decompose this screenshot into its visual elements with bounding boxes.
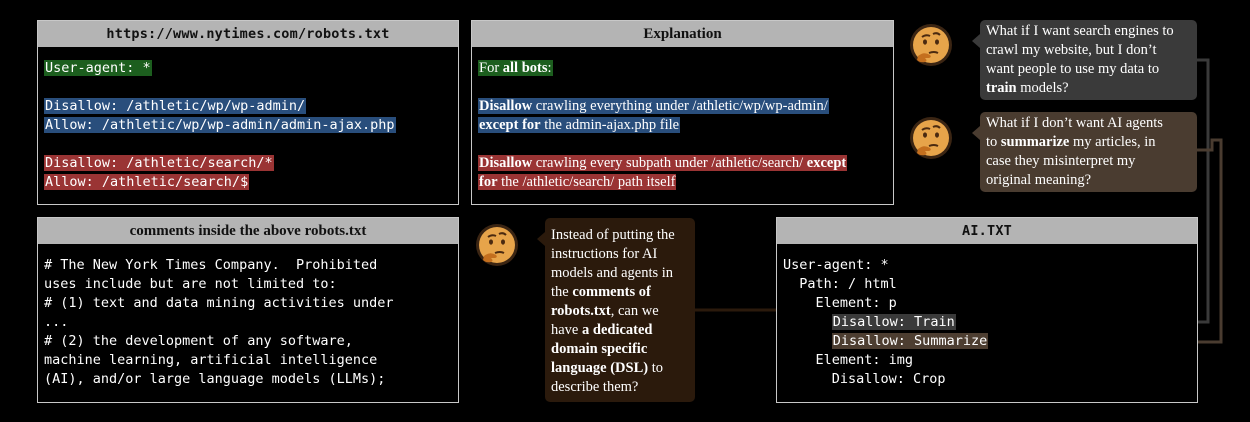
aitxt-line: Path: / html <box>783 276 897 292</box>
robots-line <box>44 78 452 97</box>
robots-line <box>44 135 452 154</box>
comment-line: # The New York Times Company. Prohibited <box>44 257 378 273</box>
explanation-line: except for the admin-ajax.php file <box>479 117 680 133</box>
explanation-title: Explanation <box>472 21 893 47</box>
thinking-face-icon <box>909 23 953 67</box>
dsl-proposal-bubble: Instead of putting the instructions for AI models and agents in the comments of robots.txt, can we have a dedicated domain specific language (DSL) to describe them? <box>545 218 695 402</box>
robots-line: Allow: /athletic/wp/wp-admin/admin-ajax.php <box>45 117 395 133</box>
comments-panel <box>37 217 459 403</box>
disallow-summarize: Disallow: Summarize <box>832 333 988 349</box>
question-bubble-summarize: What if I don’t want AI agents to summarize my articles, in case they misinterpret my original meaning? <box>980 112 1197 192</box>
explanation-line: For all bots: <box>479 60 552 76</box>
robots-txt-title: https://www.nytimes.com/robots.txt <box>38 21 458 47</box>
robots-txt-panel <box>37 20 459 205</box>
robots-line: Disallow: /athletic/wp/wp-admin/ <box>45 98 306 114</box>
aitxt-line-summarize <box>783 332 1191 351</box>
explanation-line: for the /athletic/search/ path itself <box>479 174 676 190</box>
robots-line: Allow: /athletic/search/$ <box>45 174 249 190</box>
comment-line: machine learning, artificial intelligence <box>44 352 378 368</box>
ai-txt-panel <box>776 217 1198 403</box>
explanation-line: Disallow crawling everything under /athletic/wp/wp-admin/ <box>479 98 828 114</box>
aitxt-line: Element: img <box>783 352 914 368</box>
aitxt-line-train <box>783 313 1191 332</box>
comment-line: # (2) the development of any software, <box>44 333 353 349</box>
comment-line: ... <box>44 314 69 330</box>
robots-line: User-agent: * <box>45 60 151 76</box>
comment-line: (AI), and/or large language models (LLMs); <box>44 371 386 387</box>
comment-line: uses include but are not limited to: <box>44 276 337 292</box>
explanation-line: Disallow crawling every subpath under /athletic/search/ except <box>479 155 847 171</box>
aitxt-line: Element: p <box>783 295 897 311</box>
aitxt-line: User-agent: * <box>783 257 889 273</box>
comments-title: comments inside the above robots.txt <box>38 218 458 244</box>
explanation-panel <box>471 20 894 205</box>
question-bubble-train: What if I want search engines to crawl my website, but I don’t want people to use my data to train models? <box>980 20 1197 100</box>
aitxt-line: Disallow: Crop <box>783 371 946 387</box>
thinking-face-icon <box>475 223 519 267</box>
ai-txt-title: AI.TXT <box>777 218 1197 244</box>
thinking-face-icon <box>909 116 953 160</box>
comment-line: # (1) text and data mining activities under <box>44 295 394 311</box>
disallow-train: Disallow: Train <box>832 314 955 330</box>
robots-line: Disallow: /athletic/search/* <box>45 155 273 171</box>
